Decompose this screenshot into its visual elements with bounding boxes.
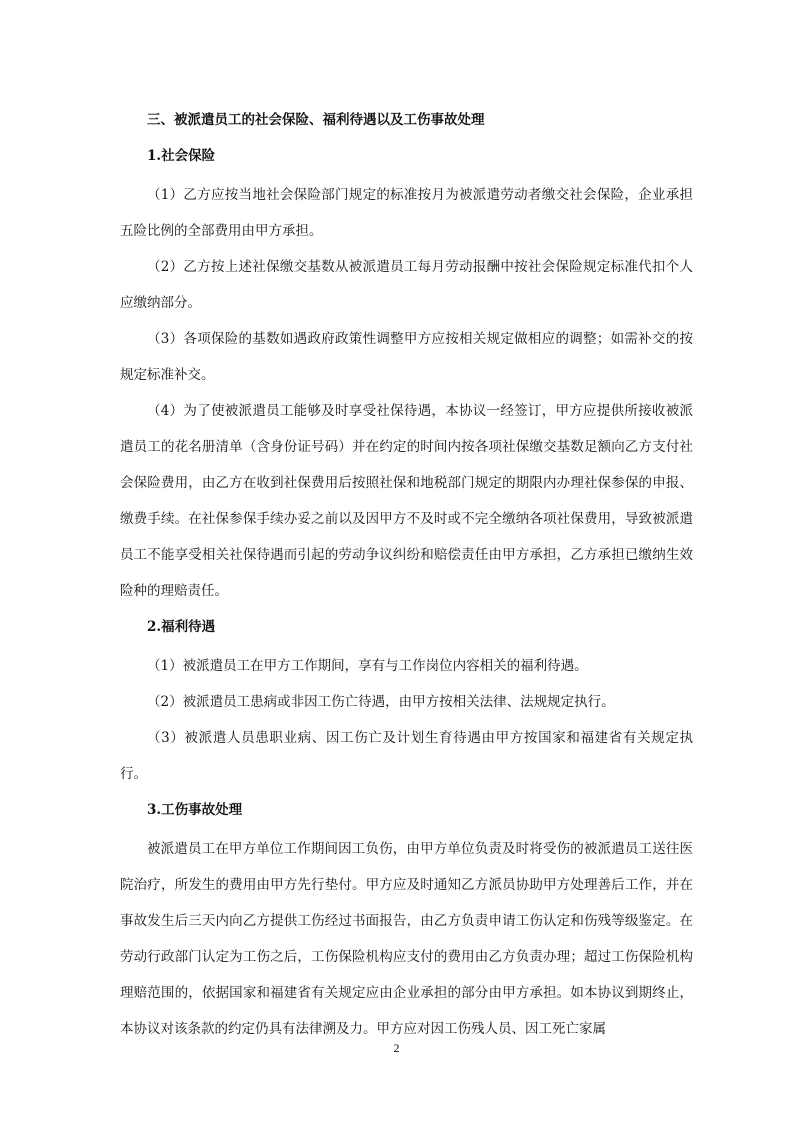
social-insurance-heading: 1.社会保险 [147,148,216,164]
social-insurance-item-4: （4）为了使被派遣员工能够及时享受社保待遇，本协议一经签订，甲方应提供所接收被派遣员工的花名册清单（含身份证号码）并在约定的时间内按各项社保缴交基数足额向乙方支付社会保险费用，由乙方在收到社保费用后按照社保和地税部门规定的期限内办理社保参保的申报、缴费手续。在社保参保手续办妥之前以及因甲方不及时或不完全缴纳各项社保费用，导致被派遣员工不能享受相关社保待遇而引起的劳动争议纠纷和赔偿责任由甲方承担，乙方承担已缴纳生效险种的理赔责任。 [120,403,693,599]
section-title: 三、被派遣员工的社会保险、福利待遇以及工伤事故处理 [147,112,485,128]
welfare-item-2: （2）被派遣员工患病或非因工伤亡待遇，由甲方按相关法律、法规规定执行。 [147,694,615,710]
page-number: 2 [393,1041,400,1055]
welfare-heading: 2.福利待遇 [147,619,216,635]
social-insurance-item-3: （3）各项保险的基数如遇政府政策性调整甲方应按相关规定做相应的调整；如需补交的按规定标准补交。 [120,331,693,383]
welfare-item-1: （1）被派遣员工在甲方工作期间，享有与工作岗位内容相关的福利待遇。 [147,658,588,674]
document-body [120,108,693,1047]
social-insurance-item-1: （1）乙方应按当地社会保险部门规定的标准按月为被派遣劳动者缴交社会保险，企业承担五险比例的全部费用由甲方承担。 [120,187,693,239]
work-injury-heading: 3.工伤事故处理 [147,802,243,818]
welfare-item-3: （3）被派遣人员患职业病、因工伤亡及计划生育待遇由甲方按国家和福建省有关规定执行。 [120,730,693,782]
social-insurance-item-2: （2）乙方按上述社保缴交基数从被派遣员工每月劳动报酬中按社会保险规定标准代扣个人应缴纳部分。 [120,259,693,311]
work-injury-paragraph: 被派遣员工在甲方单位工作期间因工负伤，由甲方单位负责及时将受伤的被派遣员工送往医院治疗，所发生的费用由甲方先行垫付。甲方应及时通知乙方派员协助甲方处理善后工作，并在事故发生后三天内向乙方提供工伤经过书面报告，由乙方负责申请工伤认定和伤残等级鉴定。在劳动行政部门认定为工伤之后，工伤保险机构应支付的费用由乙方负责办理；超过工伤保险机构理赔范围的，依据国家和福建省有关规定应由企业承担的部分由甲方承担。如本协议到期终止，本协议对该条款的约定仍具有法律溯及力。甲方应对因工伤残人员、因工死亡家属 [120,841,693,1037]
